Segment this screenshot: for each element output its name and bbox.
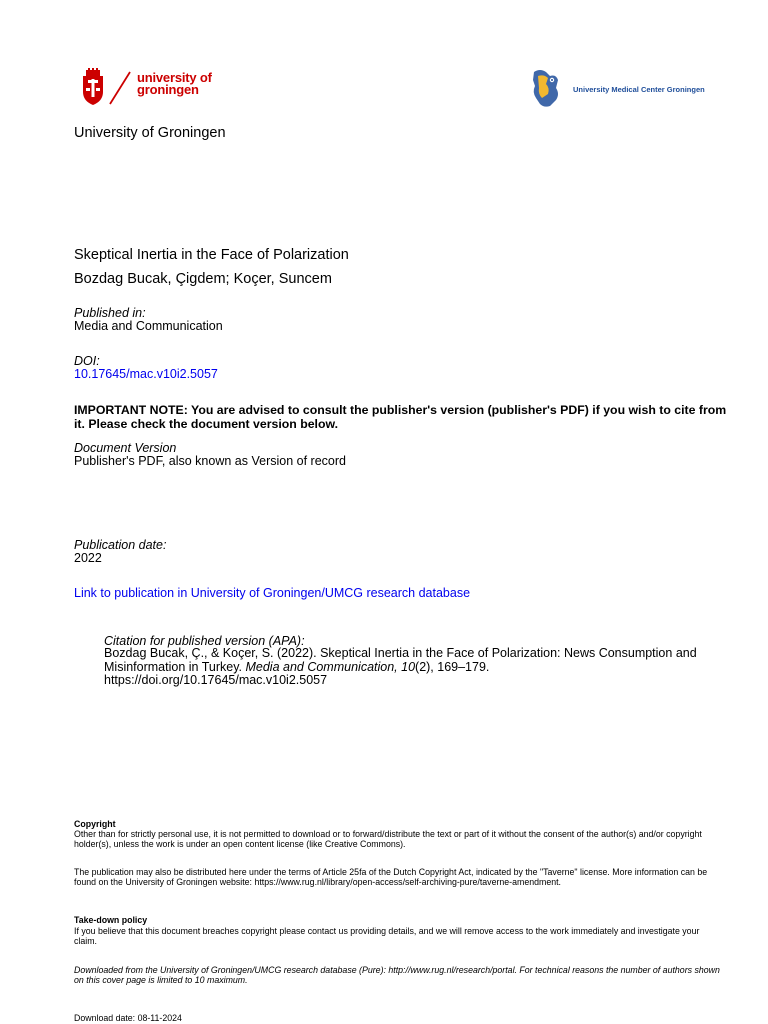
logo-line-1: university of [137, 70, 212, 85]
copyright-text: Other than for strictly personal use, it is not permitted to download or to forward/distribute the text or part of it without the consent of the author(s) and/or copyright holder(s), unless the work is under an open content license (like Creative Commons). [74, 829, 702, 849]
logo-line-2: groningen [137, 82, 199, 97]
doi-link[interactable]: 10.17645/mac.v10i2.5057 [74, 367, 218, 381]
taverne-text: The publication may also be distributed here under the terms of Article 25fa of the Dutch Copyright Act, indicated by the "Taverne" license. More information can be found on the University of Groningen website: https://www.rug.nl/library/open-access/self-archiving-pure/taverne-amendment. [74, 867, 708, 887]
paper-authors: Bozdag Bucak, Çigdem; Koçer, Suncem [74, 271, 332, 287]
document-version-value: Publisher's PDF, also known as Version of record [74, 454, 346, 468]
takedown-heading: Take-down policy [74, 915, 148, 925]
takedown-text: If you believe that this document breaches copyright please contact us providing details, and we will remove access to the work immediately and investigate your claim. [74, 926, 700, 946]
citation-issue: (2), 169–179. [415, 659, 490, 674]
umcg-logo-text: University Medical Center Groningen [573, 85, 705, 94]
publication-date-value: 2022 [74, 551, 102, 565]
database-link[interactable]: Link to publication in University of Groningen/UMCG research database [74, 586, 471, 600]
citation-journal: Media and Communication, 10 [245, 659, 416, 674]
document-version-label: Document Version [74, 441, 177, 455]
copyright-heading: Copyright [74, 819, 116, 829]
published-in-value: Media and Communication [74, 319, 223, 333]
important-note: IMPORTANT NOTE: You are advised to consult the publisher's version (publisher's PDF) if you wish to cite from it. Please check the document version below. [74, 403, 727, 431]
publication-date-label: Publication date: [74, 538, 167, 552]
citation-text [104, 647, 734, 688]
crest-icon [80, 68, 106, 106]
citation-prefix: Bozdag Bucak, Ç., & Koçer, S. (2022). Skeptical Inertia in the Face of Polarization: News Consumption and Misinformation in Turkey. [104, 646, 697, 674]
logo-divider-icon [108, 70, 132, 106]
download-date: Download date: 08-11-2024 [74, 1013, 182, 1023]
citation-url[interactable]: https://doi.org/10.17645/mac.v10i2.5057 [104, 673, 328, 687]
institution-name: University of Groningen [74, 125, 226, 141]
paper-title: Skeptical Inertia in the Face of Polarization [74, 247, 349, 263]
doi-label: DOI: [74, 354, 100, 368]
umcg-logo [526, 66, 706, 110]
citation-label: Citation for published version (APA): [104, 634, 305, 648]
umcg-emblem-icon [526, 66, 566, 110]
downloaded-note: Downloaded from the University of Groningen/UMCG research database (Pure): http://www.rug.nl/research/portal. For technical reasons the number of authors shown on this cover page is limited to 10 maximum. [74, 965, 720, 985]
university-logo-text [137, 72, 212, 96]
published-in-label: Published in: [74, 306, 146, 320]
university-of-groningen-logo [80, 68, 230, 108]
